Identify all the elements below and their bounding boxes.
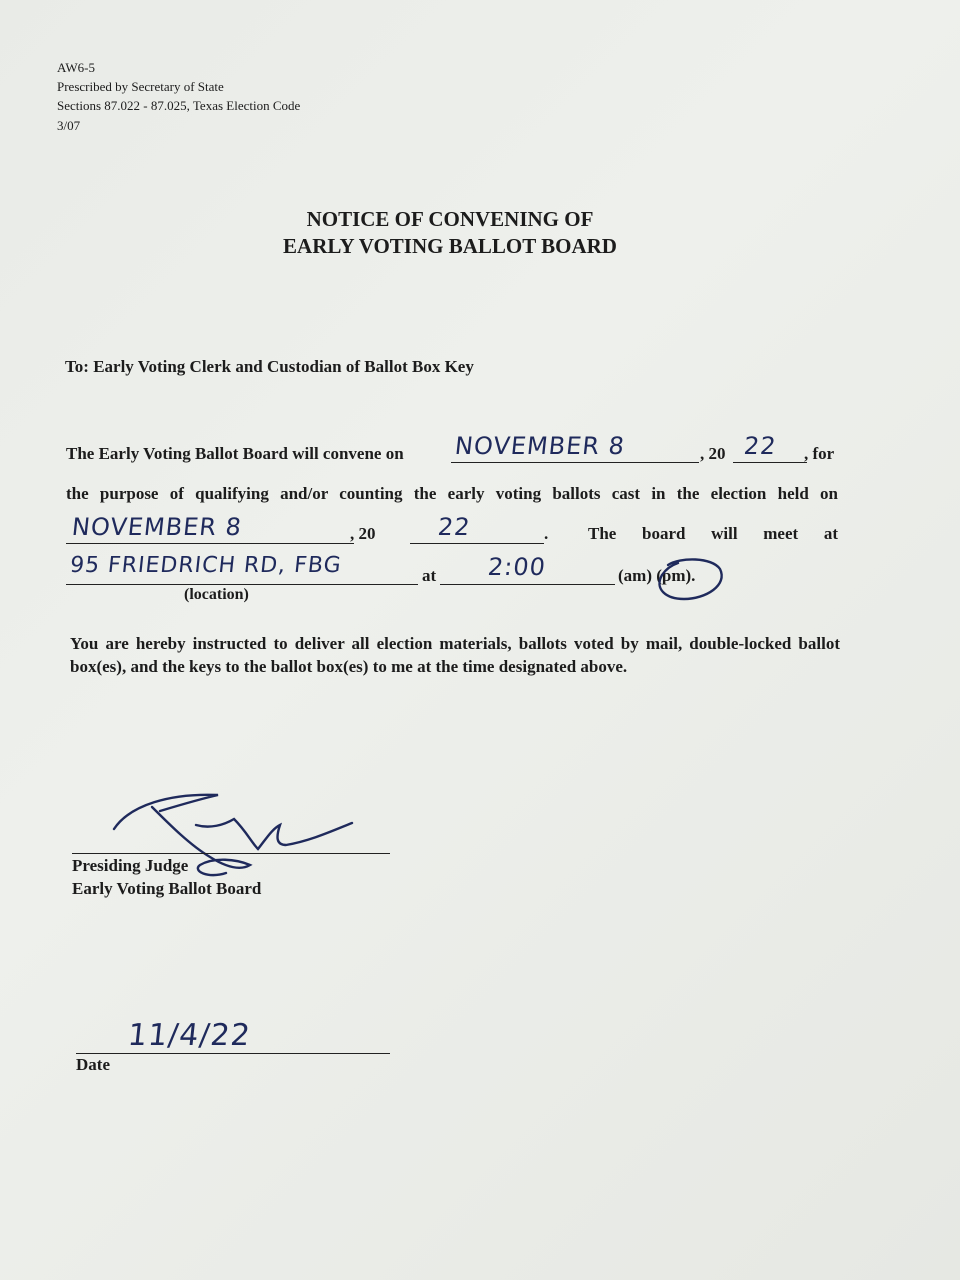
meet-at-phrase bbox=[588, 524, 838, 544]
year-prefix-1: , 20 bbox=[700, 444, 726, 463]
pm-selection-circle bbox=[650, 555, 730, 605]
form-id: AW6-5 bbox=[57, 60, 95, 75]
date-line bbox=[76, 1053, 390, 1054]
meet-word: will bbox=[711, 524, 738, 543]
title-line-2: EARLY VOTING BALLOT BOARD bbox=[283, 234, 617, 258]
form-revision: 3/07 bbox=[57, 118, 81, 133]
for-suffix: , for bbox=[804, 444, 835, 463]
convene-prefix: The Early Voting Ballot Board will convene on bbox=[66, 444, 404, 463]
handwritten-election-date: NOVEMBER 8 bbox=[70, 513, 244, 541]
signature-line bbox=[72, 853, 390, 854]
meet-word: at bbox=[823, 524, 838, 543]
signature-title-2: Early Voting Ballot Board bbox=[72, 879, 262, 898]
time-blank bbox=[440, 584, 615, 585]
meet-word: board bbox=[642, 524, 686, 543]
handwritten-time: 2:00 bbox=[486, 553, 548, 581]
convene-date-blank bbox=[451, 462, 699, 463]
statute-sections: Sections 87.022 - 87.025, Texas Election Code bbox=[57, 98, 301, 113]
handwritten-signed-date: 11/4/22 bbox=[126, 1018, 253, 1053]
signature-title-1: Presiding Judge bbox=[72, 856, 189, 875]
title-line-1: NOTICE OF CONVENING OF bbox=[306, 207, 594, 231]
at-label: at bbox=[422, 566, 437, 585]
location-blank bbox=[66, 584, 418, 585]
date-label: Date bbox=[76, 1055, 110, 1074]
purpose-line: the purpose of qualifying and/or counting the early voting ballots cast in the election held on bbox=[66, 484, 838, 503]
recipient-line: To: Early Voting Clerk and Custodian of Ballot Box Key bbox=[65, 357, 474, 376]
meet-word: The bbox=[588, 524, 617, 543]
handwritten-location: 95 FRIEDRICH RD, FBG bbox=[68, 553, 343, 578]
location-caption: (location) bbox=[184, 586, 249, 603]
handwritten-convene-date: NOVEMBER 8 bbox=[453, 432, 627, 460]
am-pm-options: (am) (pm). bbox=[618, 566, 696, 585]
handwritten-convene-year: 22 bbox=[742, 432, 779, 460]
year-prefix-2: , 20 bbox=[350, 524, 376, 543]
meet-word: meet bbox=[763, 524, 799, 543]
convene-year-blank bbox=[733, 462, 807, 463]
instruction-paragraph: You are hereby instructed to deliver all election materials, ballots voted by mail, double-locked ballot box(es), and the keys to the ballot box(es) to me at the time designated above. bbox=[70, 634, 840, 676]
handwritten-election-year: 22 bbox=[436, 513, 473, 541]
sentence-period: . bbox=[544, 524, 549, 543]
election-year-blank bbox=[410, 543, 544, 544]
prescribed-by: Prescribed by Secretary of State bbox=[57, 79, 224, 94]
election-date-blank bbox=[66, 543, 354, 544]
